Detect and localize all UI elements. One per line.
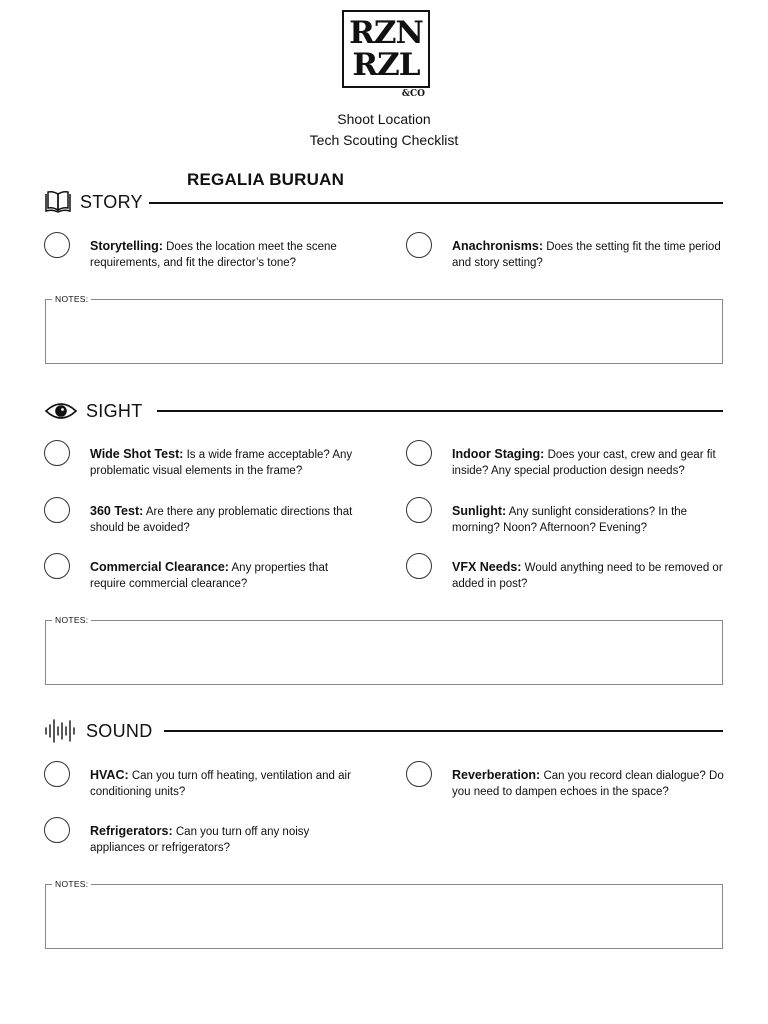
item-description: Can you turn off any noisy appliances or refrigerators? <box>90 826 310 854</box>
soundwave-icon <box>44 717 78 745</box>
item-title: Commercial Clearance: <box>90 560 229 574</box>
item-title: Sunlight: <box>452 504 507 518</box>
notes-box-sound[interactable] <box>45 879 723 949</box>
checkbox-circle[interactable] <box>44 761 70 787</box>
notes-label: NOTES: <box>52 293 91 305</box>
item-title: HVAC: <box>90 768 129 782</box>
brand-logo <box>342 10 430 99</box>
item-description: Are there any problematic directions that should be avoided? <box>90 506 353 534</box>
item-title: Wide Shot Test: <box>90 447 184 461</box>
notes-label: NOTES: <box>52 878 91 890</box>
checklist-item <box>90 559 355 592</box>
checklist-item <box>452 503 712 536</box>
item-title: VFX Needs: <box>452 560 522 574</box>
eye-icon <box>44 397 78 425</box>
item-description: Can you record clean dialogue? Do you need to dampen echoes in the space? <box>452 770 724 798</box>
checklist-item <box>452 767 724 800</box>
section-title-story: STORY <box>80 191 143 212</box>
checkbox-circle[interactable] <box>44 553 70 579</box>
item-description: Does the setting fit the time period and story setting? <box>452 241 721 269</box>
checklist-item <box>90 767 355 800</box>
item-title: Refrigerators: <box>90 824 173 838</box>
notes-label: NOTES: <box>52 614 91 626</box>
notes-box-story[interactable] <box>45 294 723 364</box>
item-title: Indoor Staging: <box>452 447 545 461</box>
notes-box-sight[interactable] <box>45 615 723 685</box>
section-divider <box>149 202 723 204</box>
checklist-item <box>90 446 390 479</box>
checkbox-circle[interactable] <box>406 553 432 579</box>
document-title-line-2: Tech Scouting Checklist <box>309 132 459 148</box>
checkbox-circle[interactable] <box>406 440 432 466</box>
checkbox-circle[interactable] <box>406 232 432 258</box>
checkbox-circle[interactable] <box>44 817 70 843</box>
item-title: Storytelling: <box>90 239 163 253</box>
item-description: Would anything need to be removed or added in post? <box>452 562 723 590</box>
checkbox-circle[interactable] <box>44 497 70 523</box>
section-title-sound: SOUND <box>86 720 153 741</box>
checkbox-circle[interactable] <box>406 761 432 787</box>
item-title: 360 Test: <box>90 504 144 518</box>
location-name: REGALIA BURUAN <box>187 170 345 189</box>
item-description: Is a wide frame acceptable? Any problematic visual elements in the frame? <box>90 449 353 477</box>
section-divider <box>164 730 723 732</box>
section-header-sound <box>44 717 153 745</box>
section-divider <box>157 410 723 412</box>
checklist-item <box>452 559 724 592</box>
document-title <box>0 109 768 151</box>
logo-suffix: &CO <box>401 89 425 99</box>
checkbox-circle[interactable] <box>44 440 70 466</box>
checklist-item <box>90 823 355 856</box>
section-header-story <box>44 188 143 216</box>
item-description: Does your cast, crew and gear fit inside? Any special production design needs? <box>452 449 716 477</box>
item-description: Any properties that require commercial clearance? <box>90 562 329 590</box>
logo-line-2: RZL <box>352 47 420 83</box>
item-description: Any sunlight considerations? In the morning? Noon? Afternoon? Evening? <box>452 506 688 534</box>
checklist-item <box>452 238 724 271</box>
checkbox-circle[interactable] <box>44 232 70 258</box>
logo-line-1: RZN <box>349 15 423 51</box>
checklist-item <box>90 238 390 271</box>
item-description: Can you turn off heating, ventilation and air conditioning units? <box>90 770 351 798</box>
item-title: Reverberation: <box>452 768 541 782</box>
document-title-line-1: Shoot Location <box>337 111 431 127</box>
section-title-sight: SIGHT <box>86 400 143 421</box>
book-icon <box>44 188 72 216</box>
item-title: Anachronisms: <box>452 239 543 253</box>
checklist-item <box>90 503 355 536</box>
checkbox-circle[interactable] <box>406 497 432 523</box>
section-header-sight <box>44 397 143 425</box>
checklist-item <box>452 446 724 479</box>
item-description: Does the location meet the scene requirements, and fit the director’s tone? <box>90 241 337 269</box>
